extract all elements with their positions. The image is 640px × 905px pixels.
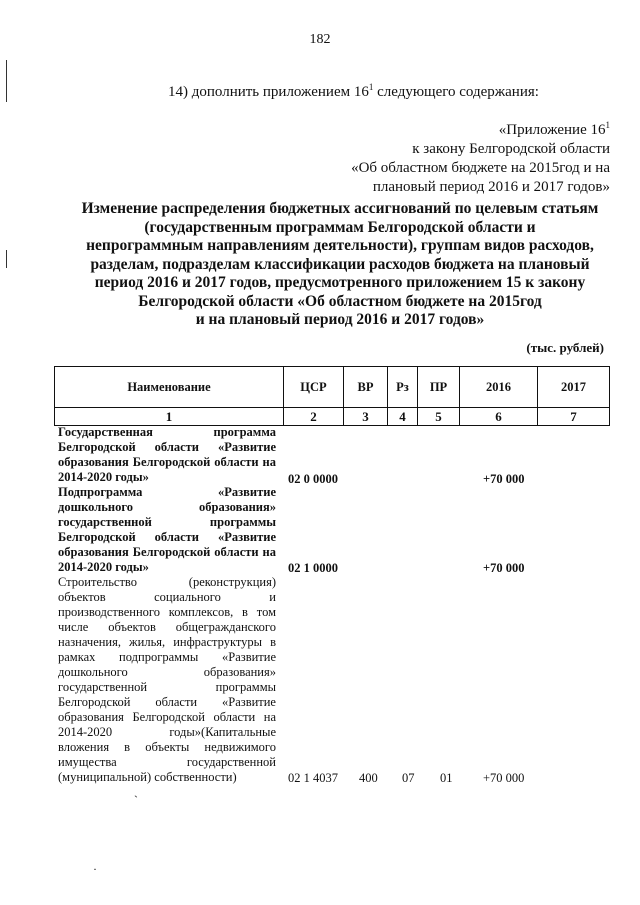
title-line: Изменение распределения бюджетных ассигнований по целевым статьям [81, 200, 599, 217]
title-line: разделам, подразделам классификации расходов бюджета на плановый [90, 255, 590, 273]
appendix-line: к закону Белгородской области [412, 141, 610, 157]
row-2016: +70 000 [483, 561, 525, 575]
appendix-line: «Об областном бюджете на 2015год и на [351, 160, 610, 176]
units-label: (тыс. рублей) [526, 340, 604, 355]
row-csr: 02 0 0000 [288, 472, 338, 486]
row-vr: 400 [359, 771, 378, 785]
intro-superscript: 1 [368, 82, 374, 92]
col-number: 2 [284, 408, 344, 426]
row-name-construction: Строительство (реконструкция) объектов социального и производственного комплексов, в том числе объектов общегражданского назначения, жилья, инфраструктуры в рамках подпрограммы «Развитие дошкольного образования» государственной программы Белгородской области «Развитие образования Белгородской области на 2014-2020 годы»(Капитальные вложения в объекты недвижимого имущества государственной (муниципальной) собственности) [58, 575, 276, 784]
row-name-program: Государственная программа Белгородской области «Развитие образования Белгородской области на 2014-2020 годы» [58, 425, 276, 484]
row-pr: 01 [440, 771, 453, 785]
header-2016: 2016 [460, 367, 538, 408]
title-line: непрограммным направлениям деятельности), группам видов расходов, [86, 237, 594, 254]
scan-speck: ˏ [134, 784, 138, 798]
appendix-line: плановый период 2016 и 2017 годов» [372, 179, 610, 195]
row-rz: 07 [402, 771, 415, 785]
header-pr: ПР [418, 367, 460, 408]
header-2017: 2017 [538, 367, 610, 408]
header-vr: ВР [344, 367, 388, 408]
col-number: 6 [460, 408, 538, 426]
col-number: 1 [55, 408, 284, 426]
title-line: Белгородской области «Об областном бюджете на 2015год [138, 292, 542, 310]
intro-text: 14) дополнить приложением 16 [168, 84, 369, 100]
intro-text-end: следующего содержания: [373, 84, 539, 100]
appendix-line: «Приложение $16^1$ [498, 120, 610, 138]
title-line: период 2016 и 2017 годов, предусмотренного приложением 15 к закону [94, 274, 586, 291]
row-2016: +70 000 [483, 472, 525, 486]
col-number: 4 [388, 408, 418, 426]
header-csr: ЦСР [284, 367, 344, 408]
row-csr: 02 1 4037 [288, 771, 338, 785]
header-rz: Рз [388, 367, 418, 408]
col-number: 5 [418, 408, 460, 426]
header-name: Наименование [55, 367, 284, 408]
row-2016: +70 000 [483, 771, 525, 785]
row-csr: 02 1 0000 [288, 561, 338, 575]
page-number: 182 [309, 32, 331, 47]
col-number: 3 [344, 408, 388, 426]
title-line: (государственным программам Белгородской области и [144, 218, 536, 236]
col-number: 7 [538, 408, 610, 426]
scan-speck: · [93, 862, 97, 876]
title-line: и на плановый период 2016 и 2017 годов» [195, 311, 485, 328]
row-name-subprogram: Подпрограмма «Развитие дошкольного образования» государственной программы Белгородской области «Развитие образования Белгородской области на 2014-2020 годы» [58, 485, 276, 574]
